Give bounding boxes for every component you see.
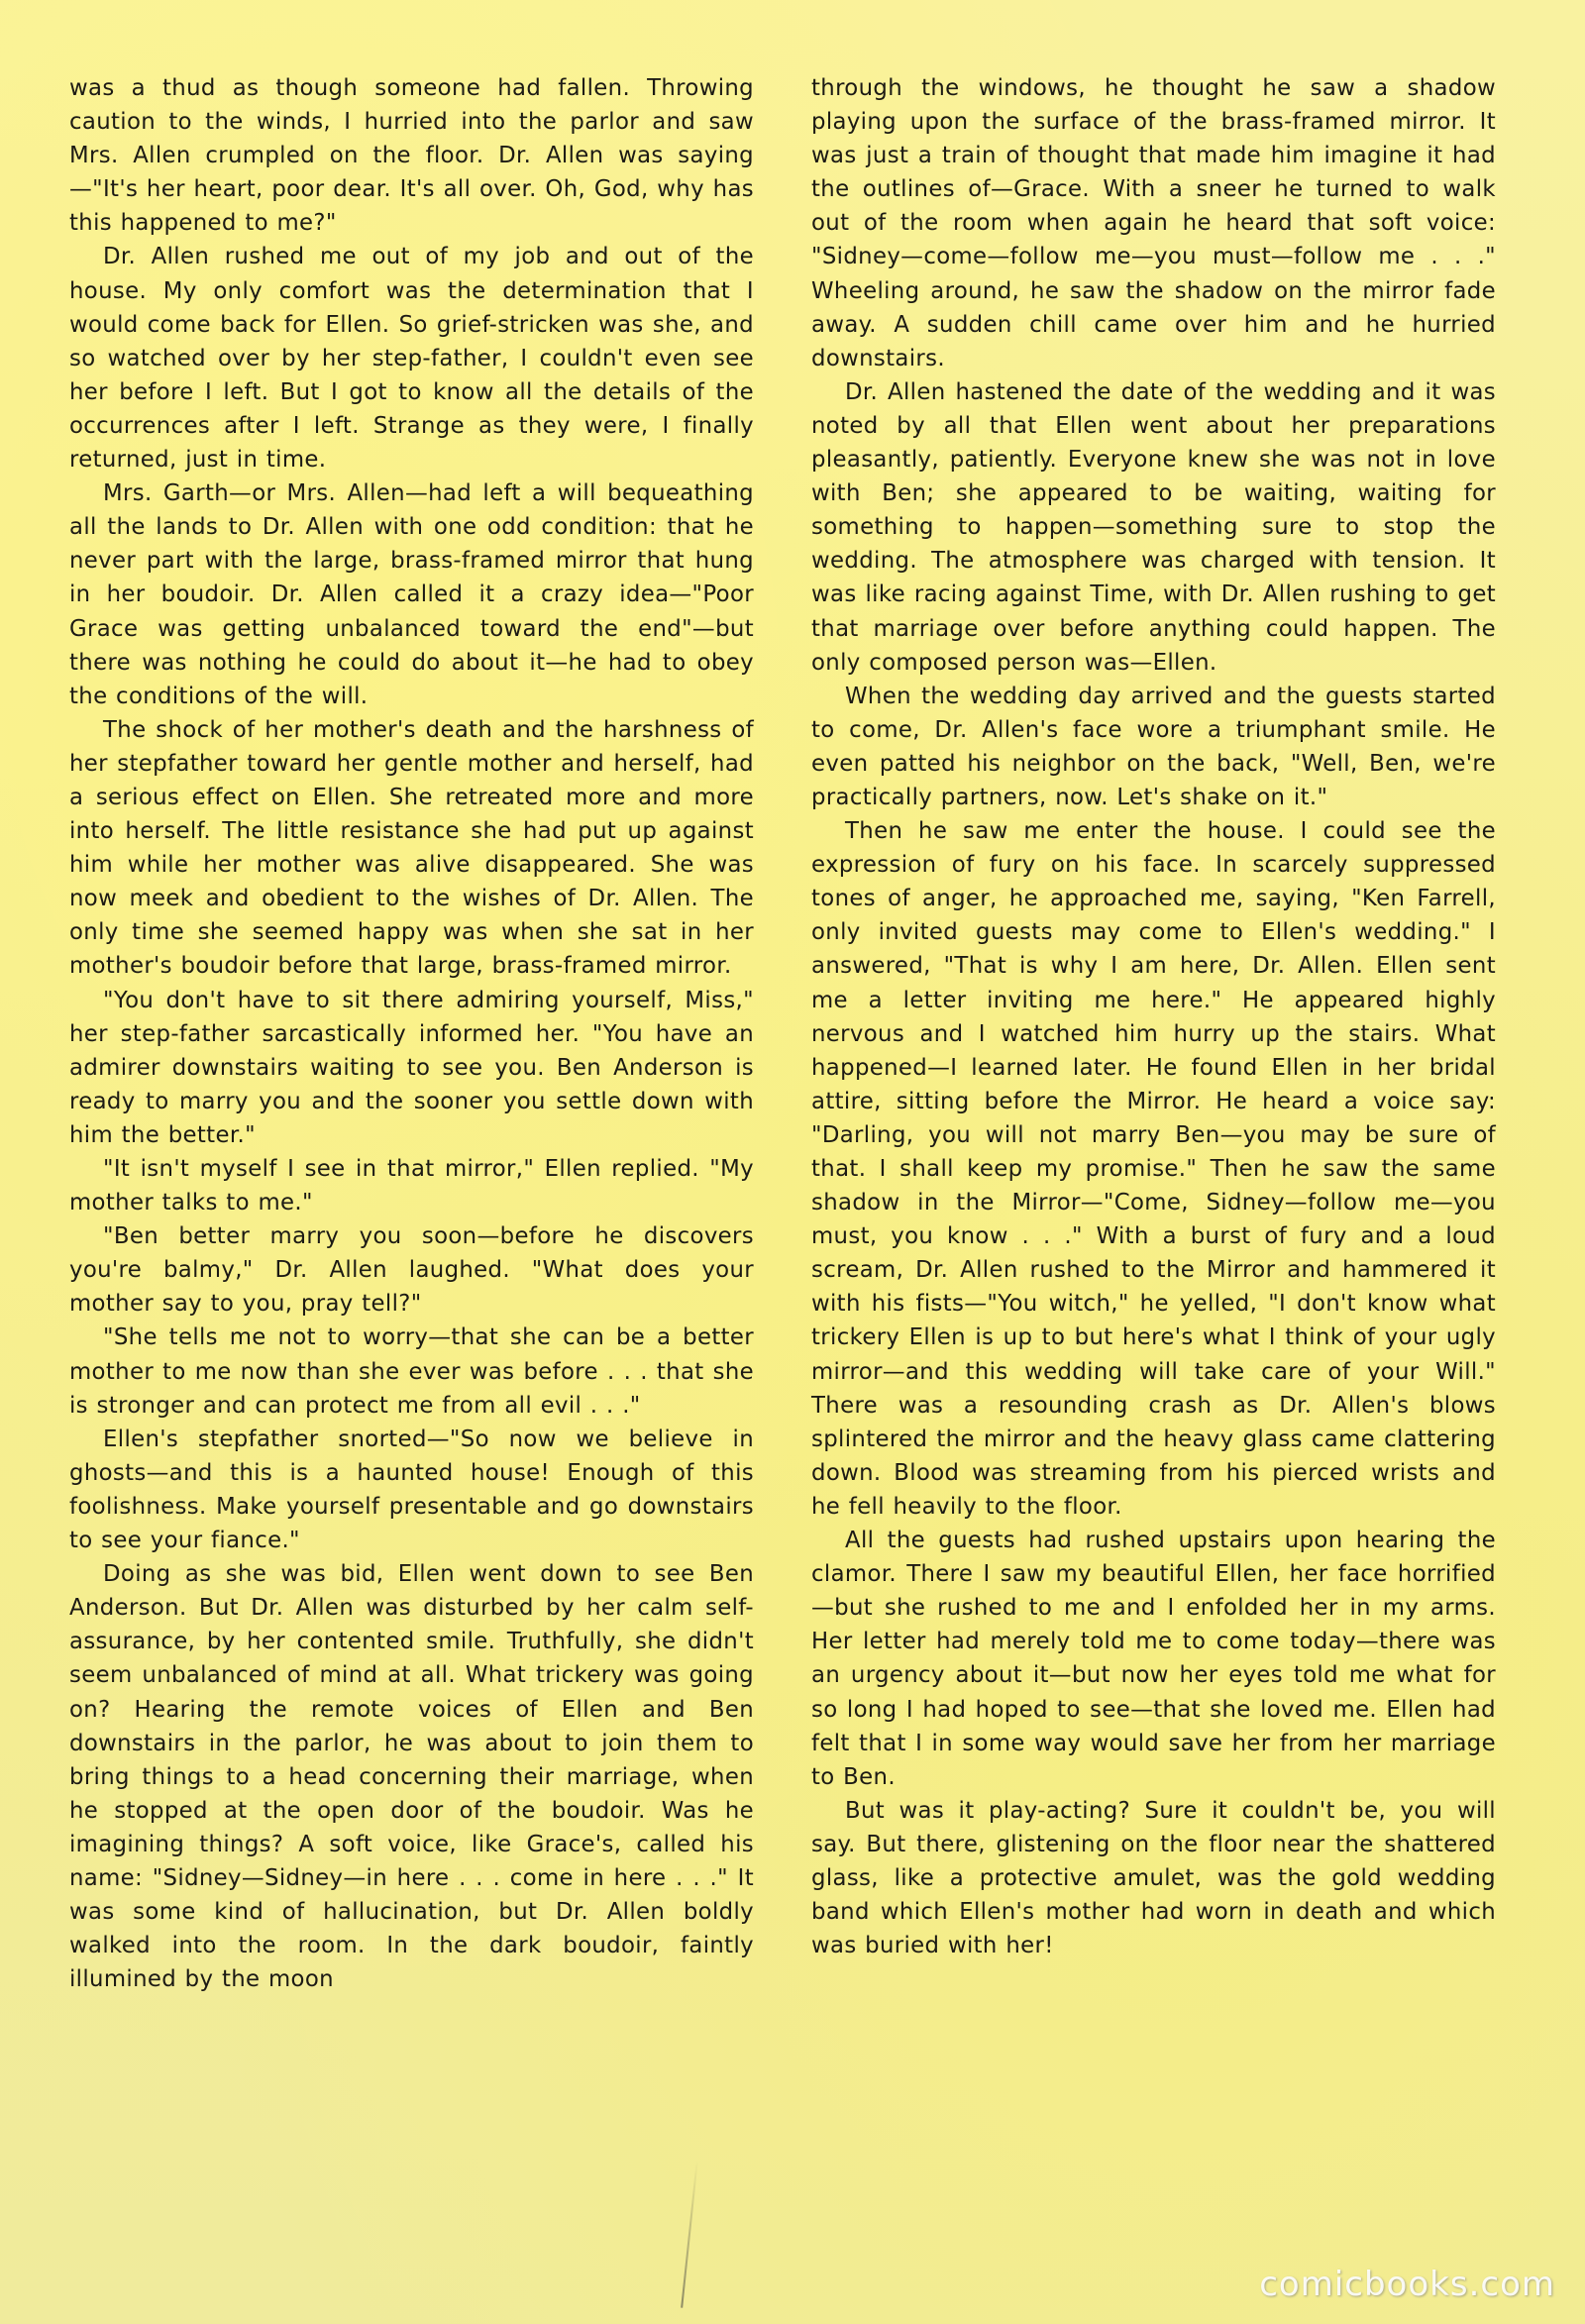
paragraph: "Ben better marry you soon—before he discovers you're balmy," Dr. Allen laughed. "What does your mother say to you, pray tell?" (69, 1223, 754, 1318)
paragraph: Then he saw me enter the house. I could see the expression of fury on his face. In scarcely suppressed tones of anger, he approached me, saying, "Ken Farrell, only invited guests may come to Ellen's wedding." I answered, "That is why I am here, Dr. Allen. Ellen sent me a letter inviting me here." He appeared highly nervous and I watched him hurry up the stairs. What happened—I learned later. He found Ellen in her bridal attire, sitting before the Mirror. He heard a voice say: "Darling, you will not marry Ben—you may be sure of that. I shall keep my promise." Then he saw the same shadow in the Mirror—"Come, Sidney—follow me—you must, you know . . ." With a burst of fury and a loud scream, Dr. Allen rushed to the Mirror and hammered it with his fists—"You witch," he yelled, "I don't know what trickery Ellen is up to but here's what I think of your ugly mirror—and this wedding will take care of your Will." There was a resounding crash as Dr. Allen's blows splintered the mirror and the heavy glass came clattering down. Blood was streaming from his pierced wrists and he fell heavily to the floor. (811, 818, 1496, 1520)
paragraph: Dr. Allen hastened the date of the wedding and it was noted by all that Ellen went about her preparations pleasantly, patiently. Everyone knew she was not in love with Ben; she appeared to be waiting, waiting for something to happen—something sure to stop the wedding. The atmosphere was charged with tension. It was like racing against Time, with Dr. Allen rushing to get that marriage over before anything could happen. The only composed person was—Ellen. (811, 378, 1496, 676)
text-columns (69, 71, 1496, 2231)
paragraph: "It isn't myself I see in that mirror," Ellen replied. "My mother talks to me." (69, 1156, 754, 1216)
paragraph: "She tells me not to worry—that she can be a better mother to me now than she ever was before . . . that she is stronger and can protect me from all evil . . ." (69, 1324, 754, 1419)
paragraph: through the windows, he thought he saw a shadow playing upon the surface of the brass-framed mirror. It was just a train of thought that made him imagine it had the outlines of—Grace. With a sneer he turned to walk out of the room when again he heard that soft voice: "Sidney—come—follow me—you must—follow me . . ." Wheeling around, he saw the shadow on the mirror fade away. A sudden chill came over him and he hurried downstairs. (811, 75, 1496, 371)
paragraph: The shock of her mother's death and the harshness of her stepfather toward her gentle mother and herself, had a serious effect on Ellen. She retreated more and more into herself. The little resistance she had put up against him while her mother was alive disappeared. She was now meek and obedient to the wishes of Dr. Allen. The only time she seemed happy was when she sat in her mother's boudoir before that large, brass-framed mirror. (69, 716, 754, 980)
right-column (811, 71, 1496, 2231)
paragraph: Ellen's stepfather snorted—"So now we believe in ghosts—and this is a haunted house! Enough of this foolishness. Make yourself presentable and go downstairs to see your fiance." (69, 1426, 754, 1554)
paragraph: "You don't have to sit there admiring yourself, Miss," her step-father sarcastically informed her. "You have an admirer downstairs waiting to see you. Ben Anderson is ready to marry you and the sooner you settle down with him the better." (69, 987, 754, 1148)
paragraph: When the wedding day arrived and the guests started to come, Dr. Allen's face wore a triumphant smile. He even patted his neighbor on the back, "Well, Ben, we're practically partners, now. Let's shake on it." (811, 683, 1496, 810)
paragraph: was a thud as though someone had fallen. Throwing caution to the winds, I hurried into the parlor and saw Mrs. Allen crumpled on the floor. Dr. Allen was saying—"It's her heart, poor dear. It's all over. Oh, God, why has this happened to me?" (69, 75, 754, 237)
paragraph: Dr. Allen rushed me out of my job and out of the house. My only comfort was the determination that I would come back for Ellen. So grief-stricken was she, and so watched over by her step-father, I couldn't even see her before I left. But I got to know all the details of the occurrences after I left. Strange as they were, I finally returned, just in time. (69, 244, 754, 474)
left-column (69, 71, 754, 2231)
paragraph: Doing as she was bid, Ellen went down to see Ben Anderson. But Dr. Allen was disturbed by her calm self-assurance, by her contented smile. Truthfully, she didn't seem unbalanced of mind at all. What trickery was going on? Hearing the remote voices of Ellen and Ben downstairs in the parlor, he was about to join them to bring things to a head concerning their marriage, when he stopped at the open door of the boudoir. Was he imagining things? A soft voice, like Grace's, called his name: "Sidney—Sidney—in here . . . come in here . . ." It was some kind of hallucination, but Dr. Allen boldly walked into the room. In the dark boudoir, faintly illumined by the moon (69, 1561, 754, 1993)
paragraph: All the guests had rushed upstairs upon hearing the clamor. There I saw my beautiful Ellen, her face horrified—but she rushed to me and I enfolded her in my arms. Her letter had merely told me to come today—there was an urgency about it—but now her eyes told me what for so long I had hoped to see—that she loved me. Ellen had felt that I in some way would save her from her marriage to Ben. (811, 1528, 1496, 1790)
paragraph: Mrs. Garth—or Mrs. Allen—had left a will bequeathing all the lands to Dr. Allen with one odd condition: that he never part with the large, brass-framed mirror that hung in her boudoir. Dr. Allen called it a crazy idea—"Poor Grace was getting unbalanced toward the end"—but there was nothing he could do about it—he had to obey the conditions of the will. (69, 480, 754, 709)
watermark: comicbooks.com (1259, 2265, 1555, 2304)
paragraph: But was it play-acting? Sure it couldn't be, you will say. But there, glistening on the floor near the shattered glass, like a protective amulet, was the gold wedding band which Ellen's mother had worn in death and which was buried with her! (811, 1797, 1496, 1959)
